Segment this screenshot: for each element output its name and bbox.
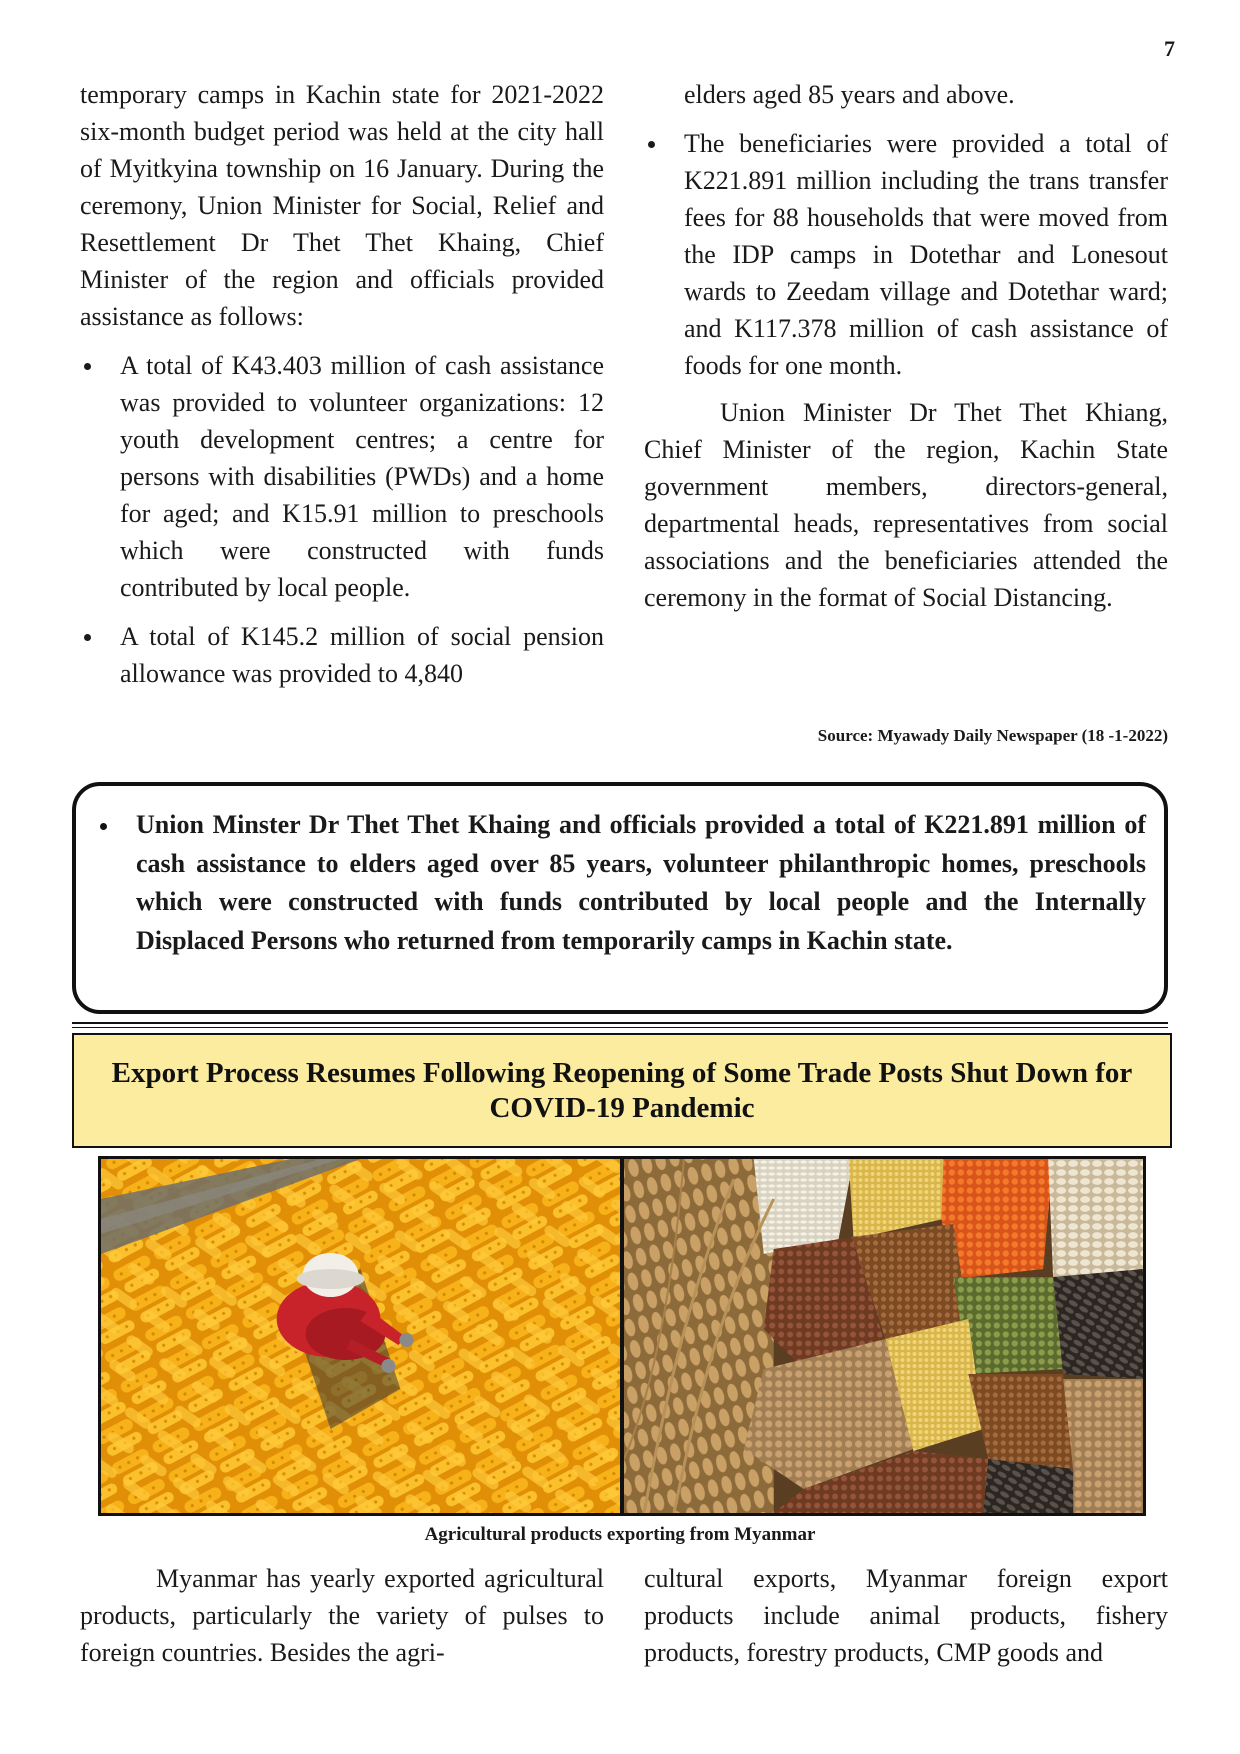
photo-frame [98, 1156, 1146, 1516]
bullet-cash-assistance: A total of K43.403 million of cash assistance was provided to volunteer organizations: 12 youth development centres; a centre for persons with disabilities (PWDs) and a home for aged; and K15.91 million to preschools which were constructed with funds contributed by local people. [80, 347, 604, 606]
article2-body-part1: Myanmar has yearly exported agricultural products, particularly the variety of pulses to foreign countries. Besides the agri- [80, 1564, 604, 1667]
grains-and-seeds-image [624, 1159, 1143, 1513]
highlight-summary-text: Union Minster Dr Thet Thet Khaing and officials provided a total of K221.891 million of cash assistance to elders aged over 85 years, volunteer philanthropic homes, preschools which were constructed with funds contributed by local people and the Internally Displaced Persons who returned from temporarily camps in Kachin state. [94, 806, 1146, 960]
article2-left-column [80, 1560, 604, 1671]
assistance-bullet-list [80, 347, 604, 692]
page-number: 7 [1164, 36, 1175, 61]
corn-drying-photo [101, 1159, 620, 1513]
bullet-social-pension: A total of K145.2 million of social pension allowance was provided to 4,840 [80, 618, 604, 692]
article2-body-part2: cultural exports, Myanmar foreign export products include animal products, fishery products, forestry products, CMP goods and [644, 1564, 1168, 1667]
article-source: Source: Myawady Daily Newspaper (18 -1-2022) [817, 726, 1168, 745]
bullet-social-pension-continued: elders aged 85 years and above. [684, 80, 1015, 109]
article-closing-paragraph: Union Minister Dr Thet Thet Khiang, Chief Minister of the region, Kachin State government members, directors-general, departmental heads, representatives from social associations and the beneficiaries attended the ceremony in the format of Social Distancing. [644, 398, 1168, 612]
highlight-summary-box [72, 782, 1168, 1014]
article-headline: Export Process Resumes Following Reopening of Some Trade Posts Shut Down for COVID-19 Pandemic [111, 1056, 1133, 1124]
corn-drying-image [101, 1159, 620, 1513]
headline-banner [72, 1033, 1172, 1148]
bullet-beneficiaries-total: The beneficiaries were provided a total of K221.891 million including the trans transfer fees for 88 households that were moved from the IDP camps in Dotethar and Lonesout wards to Zeedam village and Dotethar ward; and K117.378 million of cash assistance of foods for one month. [644, 125, 1168, 384]
section-divider-bottom [72, 1027, 1168, 1028]
article-intro-paragraph: temporary camps in Kachin state for 2021-2022 six-month budget period was held at the city hall of Myitkyina township on 16 January. During the ceremony, Union Minister for Social, Relief and Resettlement Dr Thet Thet Khaing, Chief Minister of the region and officials provided assistance as follows: [80, 80, 604, 331]
article2-right-column [644, 1560, 1168, 1671]
article-left-column [80, 76, 604, 692]
grains-and-seeds-photo [624, 1159, 1143, 1513]
photo-caption: Agricultural products exporting from Myanmar [424, 1524, 816, 1545]
section-divider-top [72, 1022, 1168, 1024]
article-right-column [644, 76, 1168, 616]
assistance-bullet-list-continued [644, 125, 1168, 384]
